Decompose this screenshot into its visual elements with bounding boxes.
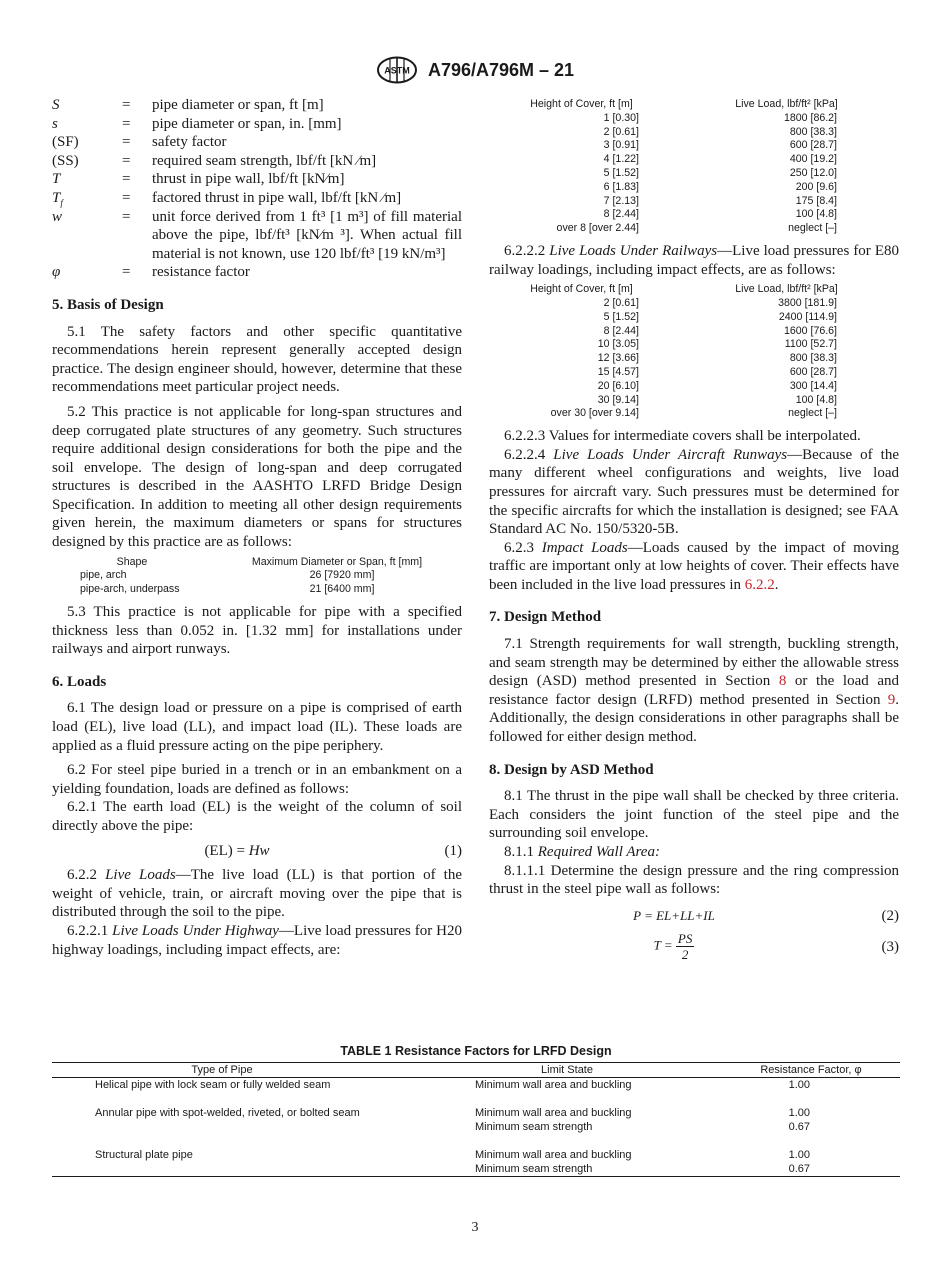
definition-text: pipe diameter or span, in. [mm] [152, 115, 342, 132]
table-row: 5 [1.52] 2400 [114.9] [603, 310, 837, 323]
table-row: Annular pipe with spot-welded, riveted, or bolted seam Minimum wall area and buckling 1.00 [95, 1107, 810, 1119]
table-header [489, 98, 899, 112]
section-5-title: 5. Basis of Design [52, 296, 164, 313]
table-row: 12 [3.66] 800 [38.3] [597, 352, 837, 365]
right-column [489, 98, 899, 968]
definition-item: w = unit force derived from 1 ft³ [1 m³] of fill material above the pipe, lbf/ft³ [kN⁄m ³]. When actual fill material is not known, use 120 lbf/ft³ [19 kN/m³] [52, 208, 462, 262]
table-row: Minimum seam strength 0.67 [475, 1163, 810, 1175]
table-row: 5 [1.52] 250 [12.0] [603, 166, 837, 179]
height-of-cover-header: Height of Cover, ft [m] [530, 98, 633, 110]
live-load-header: Live Load, lbf/ft² [kPa] [735, 283, 838, 296]
shape-header: Shape [116, 555, 148, 568]
definition-item: S = pipe diameter or span, ft [m] [52, 96, 462, 115]
table-row: 7 [2.13] 175 [8.4] [603, 194, 837, 207]
table-row: over 30 [over 9.14] neglect [–] [550, 407, 837, 420]
para-6-1: 6.1 The design load or pressure on a pipe is comprised of earth load (EL), live load (LL), and impact load (IL). These loads are applied as a fluid pressure acting on the pipe periphery. [52, 700, 462, 754]
table-row: Minimum seam strength 0.67 [475, 1121, 810, 1133]
table-row: 2 [0.61] 3800 [181.9] [603, 296, 837, 309]
limit-state-header: Limit State [541, 1064, 593, 1076]
table-row: 1 [0.30] 1800 [86.2] [603, 111, 837, 124]
definition-item: (SS) = required seam strength, lbf/ft [kN ⁄m] [52, 152, 462, 171]
standard-designation: A796/A796M – 21 [427, 59, 575, 80]
shape-row: pipe, arch 26 [7920 mm] [80, 569, 375, 582]
definitions-list [52, 96, 462, 282]
para-8-1-1-1: 8.1.1.1 Determine the design pressure and the ring compression thrust in the steel pipe wall as follows: [489, 862, 899, 898]
para-6-2-2-2: 6.2.2.2 Live Loads Under Railways—Live load pressures for E80 railway loadings, including impact effects, are as follows: [489, 242, 899, 278]
table-1-title: TABLE 1 Resistance Factors for LRFD Design [340, 1044, 612, 1058]
definition-item: (SF) = safety factor [52, 133, 462, 152]
shape-row: pipe-arch, underpass 21 [6400 mm] [80, 583, 375, 596]
definition-text: factored thrust in pipe wall, lbf/ft [kN ⁄m] [152, 189, 402, 206]
resistance-factor-header: Resistance Factor, φ [760, 1064, 862, 1076]
live-load-header: Live Load, lbf/ft² [kPa] [735, 98, 838, 110]
shape-table-header [52, 556, 462, 570]
equation-number: (3) [881, 938, 899, 955]
equation-2: P = EL+LL+IL (2) [633, 907, 899, 924]
definition-symbol: (SF) [52, 134, 79, 151]
para-5-3: 5.3 This practice is not applicable for pipe with a specified thickness less than 0.052 in. [1.32 mm] for installations under railways and airport runways. [52, 604, 462, 658]
table-row: 6 [1.83] 200 [9.6] [603, 180, 837, 193]
definition-text: safety factor [152, 134, 227, 151]
definition-symbol: φ [52, 264, 61, 281]
table-row: 10 [3.05] 1100 [52.7] [597, 338, 837, 351]
definition-symbol: s [52, 115, 58, 132]
para-6-2: 6.2 For steel pipe buried in a trench or in an embankment on a yielding foundation, loads are defined as follows: [52, 762, 462, 797]
definition-item: s = pipe diameter or span, in. [mm] [52, 115, 462, 134]
definition-symbol: $T_f$ [52, 189, 63, 208]
definition-item: T = thrust in pipe wall, lbf/ft [kN⁄m] [52, 170, 462, 189]
table-row: 2 [0.61] 800 [38.3] [603, 125, 837, 138]
definition-item: $T_f$ = factored thrust in pipe wall, lbf/ft [kN ⁄m] [52, 189, 462, 208]
height-of-cover-header: Height of Cover, ft [m] [530, 283, 633, 296]
section-6-title: 6. Loads [52, 673, 107, 690]
highway-live-load-table [489, 98, 899, 236]
table-row: Helical pipe with lock seam or fully welded seam Minimum wall area and buckling 1.00 [95, 1079, 810, 1091]
table-row: over 8 [over 2.44] neglect [–] [556, 222, 837, 235]
para-5-1: 5.1 The safety factors and other specific quantitative recommendations herein represent generally accepted design practice. The design engineer should, however, determine that these recommendations meet particular project needs. [52, 323, 462, 396]
definition-symbol: S [52, 97, 60, 113]
table-1-header [52, 1063, 900, 1078]
table-row: 3 [0.91] 600 [28.7] [603, 139, 837, 152]
para-7-1: 7.1 Strength requirements for wall strength, buckling strength, and seam strength may be determined by either the allowable stress design (ASD) method presented in Section 8 or the load and resistance factor design (LRFD) method presented in Section 9. Additionally, the design considerations in other paragraphs shall be followed for either design method. [489, 636, 899, 746]
left-column [52, 96, 462, 959]
definition-text: pipe diameter or span, ft [m] [152, 97, 324, 113]
definition-item: φ = resistance factor [52, 263, 462, 282]
max-diameter-header: Maximum Diameter or Span, ft [mm] [251, 555, 423, 568]
definition-text: unit force derived from 1 ft³ [1 m³] of fill material above the pipe, lbf/ft³ [kN⁄m ³]. When actual fill material is not known, use 120 lbf/ft³ [19 kN/m³] [152, 208, 462, 262]
para-5-2: 5.2 This practice is not applicable for long-span structures and deep corrugated plate structures of any geometry. Such structures require additional design considerations for both the pipe and the soil envelope. The design of long-span and deep corrugated structures is described in the AASHTO LRFD Bridge Design Specification. In addition to meeting all other design requirements given herein, the maximum diameters or spans for structures designed by this practice are as follows: [52, 403, 462, 551]
table-row: 20 [6.10] 300 [14.4] [597, 379, 837, 392]
para-6-2-2-1: 6.2.2.1 Live Loads Under Highway—Live load pressures for H20 highway loadings, including impact effects, are: [52, 922, 463, 958]
definition-symbol: (SS) [52, 152, 79, 169]
definition-symbol: w [52, 208, 63, 225]
definition-text: resistance factor [152, 264, 250, 281]
astm-logo-icon [376, 56, 418, 84]
para-6-2-1: 6.2.1 The earth load (EL) is the weight of the column of soil directly above the pipe: [52, 799, 462, 834]
link-section-8[interactable]: 8 [778, 673, 787, 690]
fraction: $\frac{PS}{2}$ [677, 931, 693, 963]
definition-text: required seam strength, lbf/ft [kN ⁄m] [152, 152, 377, 169]
table-row: 8 [2.44] 1600 [76.6] [603, 324, 837, 337]
equation-3: T = $\frac{PS}{2}$ (3) [653, 931, 899, 963]
page-header [0, 56, 950, 84]
table-1 [52, 1062, 900, 1177]
type-of-pipe-header: Type of Pipe [191, 1064, 253, 1076]
page-number: 3 [471, 1220, 479, 1235]
para-8-1-1: 8.1.1 Required Wall Area: [504, 844, 660, 860]
table-row: 8 [2.44] 100 [4.8] [603, 208, 837, 221]
table-row: 4 [1.22] 400 [19.2] [603, 153, 837, 166]
link-6-2-2[interactable]: 6.2.2 [744, 576, 775, 593]
table-row: Structural plate pipe Minimum wall area and buckling 1.00 [95, 1149, 810, 1161]
logo-text: ASTM [384, 65, 410, 76]
para-6-2-2: 6.2.2 Live Loads—The live load (LL) is that portion of the weight of vehicle, train, or aircraft moving over the pipe that is distributed through the soil to the pipe. [52, 867, 462, 921]
definition-symbol: T [52, 171, 61, 188]
table-row: 30 [9.14] 100 [4.8] [597, 393, 837, 406]
equation-number: (2) [881, 907, 899, 924]
link-section-9[interactable]: 9 [887, 691, 896, 708]
para-8-1: 8.1 The thrust in the pipe wall shall be checked by three criteria. Each considers the joint function of the steel pipe and the surrounding soil envelope. [489, 788, 899, 842]
para-6-2-3: 6.2.3 Impact Loads—Loads caused by the impact of moving traffic are important only at low heights of cover. Their effects have been included in the live load pressures in 6.2.2. [489, 539, 899, 593]
equation-1: (EL) = Hw (1) [204, 842, 462, 859]
para-6-2-2-4: 6.2.2.4 Live Loads Under Aircraft Runways—Because of the many different wheel configurations and weights, live load pressures for aircraft vary. Such pressures must be determined for the specific aircrafts for which the installation is designed; see FAA Standard AC No. 150/5320-5B. [489, 446, 899, 538]
definition-text: thrust in pipe wall, lbf/ft [kN⁄m] [152, 171, 345, 188]
section-8-title: 8. Design by ASD Method [489, 761, 654, 778]
railway-live-load-table [489, 283, 899, 421]
table-row: 15 [4.57] 600 [28.7] [597, 365, 837, 378]
section-7-title: 7. Design Method [489, 609, 602, 626]
equation-number: (1) [444, 842, 462, 859]
shape-table [52, 556, 462, 597]
table-header [489, 283, 899, 297]
para-6-2-2-3: 6.2.2.3 Values for intermediate covers shall be interpolated. [504, 428, 861, 445]
